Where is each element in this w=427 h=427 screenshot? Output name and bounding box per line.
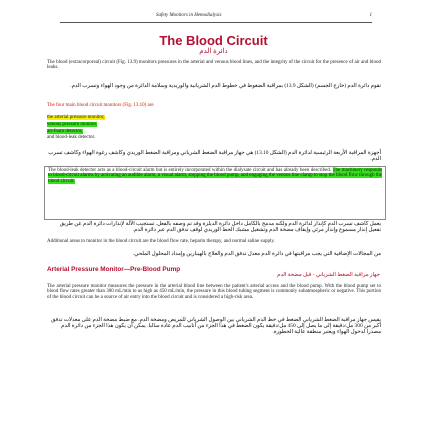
list-item: and blood-leak detector. [47,135,96,141]
page-number: 1 [369,13,372,18]
paragraph-additional-arabic: من المجالات الإضافية التي يجب مراقبتها في دائرة الدم معدل تدفق الدم والعلاج بالهيبارين وإمداد المحلول الملحي. [132,251,381,257]
paragraph-additional: Additional areas to monitor in the blood circuit are the blood flow rate, heparin therapy, and normal saline supply. [47,239,275,244]
note-arabic: يعمل كاشف تسرب الدم كإنذار لدائرة الدم ولكنه مدمج بالكامل داخل دائرة الديلزة وقد تم وصفه بالفعل. تستجيب الآلة لإنذارات دائرة الدم عن طريق تفعيل إنذار مسموع وإنذار مرئي وإيقاف مضخة الدم وتشغيل مشبك الخط الوريدي لوقف تدفق الدم عبر دائرة الدم. [59,221,381,233]
subheading-arabic: جهاز مراقبة الضغط الشرياني - قبل مضخة الدم [277,272,380,278]
paragraph-monitors-lead: The four main blood circuit monitors (Fig. 13.10) are [47,103,154,108]
monitor-list [47,115,207,142]
section-title-arabic: دائرة الدم [199,47,228,55]
list-item: air-foam detector, [47,128,83,134]
paragraph-intro-arabic: تقوم دائرة الدم (خارج الجسم) (الشكل 13.9) بمراقبة الضغوط في خطوط الدم الشريانية والوريدية وسلامة الدائرة من وجود الهواء وتسرب الدم. [70,83,381,89]
list-item: venous pressure monitor, [47,121,98,127]
running-title: Safety Monitors in Hemodialysis [156,13,222,18]
paragraph-arterial-arabic: يقيس جهاز مراقبة الضغط الشرياني الضغط في خط الدم الشرياني بين الوصول الشرياني للمريض ومضخة الدم. مع ضبط مضخة الدم على معدلات تدفق أكبر من 300 مل/دقيقة إلى ما يصل إلى 450 مل/دقيقة يكون الضغط في هذا الجزء من أنابيب الدم عادة سالبا. يمكن أن يكون هذا الجزء من دائرة الدم مصدرا لدخول الهواء ويعتبر منطقة عالية الخطورة. [51,317,381,335]
paragraph-arterial: The arterial pressure monitor measures the pressure in the arterial blood line between the patient's arterial access and the blood pump. With the blood pump set to blood flow rates greater than 300 mL/min to as high as 450 mL/min, the pressure in this blood tubing segment is commonly subatmospheric or negative. This portion of the blood circuit can be a source of air entry into the blood circuit and is considered a high-risk area. [47,284,381,300]
list-item: the arterial pressure monitor, [47,115,105,120]
note-text: The blood-leak detector acts as a blood-circuit alarm but is entirely incorporated within the dialysate circuit and has already been described. The machinery responds to blood-circuit alarms by activating an audible alarm, a visual alarm, stopping the blood pump, and engaging the venous line clamp to stop the blood flow through the blood circuit. [48,168,382,184]
note-box [44,166,386,220]
paragraph-monitors-arabic: أجهزة المراقبة الأربعة الرئيسية لدائرة الدم (الشكل 13.10) هي جهاز مراقبة الضغط الشرياني ومراقبة الضغط الوريدي وكاشف رغوة الهواء وكاشف تسرب الدم. [48,150,381,162]
section-title: The Blood Circuit [159,33,268,48]
running-header [60,12,372,23]
paragraph-intro: The blood (extracorporeal) circuit (Fig. 13.9) monitors pressures in the arterial and venous blood lines, and the integrity of the circuit for the presence of air and blood leaks. [47,60,381,71]
subheading: Arterial Pressure Monitor—Pre-Blood Pump [47,266,181,273]
